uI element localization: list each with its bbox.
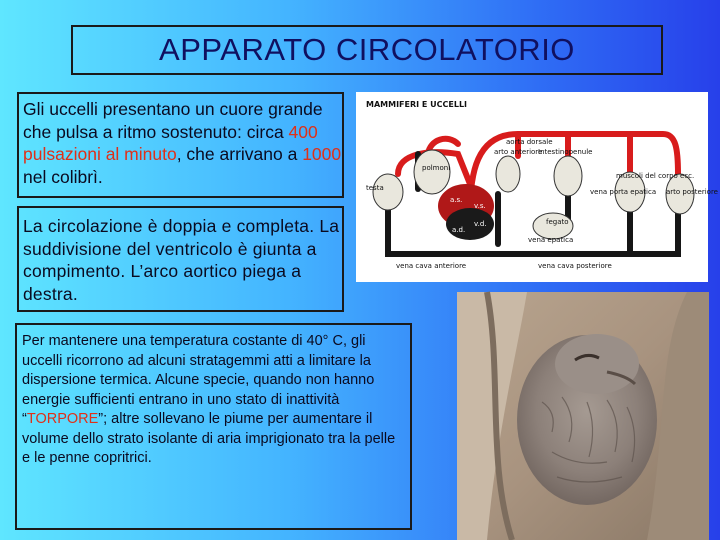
label-aorta: aorta dorsale (506, 138, 553, 146)
torpore-highlight: TORPORE (26, 411, 99, 427)
label-ad: a.d. (452, 226, 466, 234)
label-arto-ant: arto anteriore (494, 148, 543, 156)
label-vena-porta: vena porta epatica (590, 188, 657, 196)
diagram-title: MAMMIFERI E UCCELLI (366, 100, 468, 109)
frogmouth-photo (457, 292, 709, 540)
thermoregulation-textbox (15, 323, 412, 530)
label-vena-cava-post: vena cava posteriore (538, 262, 612, 270)
circulation-diagram (356, 92, 718, 282)
label-polmoni: polmoni (422, 164, 451, 172)
label-intestino: Intestinopenule (538, 148, 593, 156)
thermoregulation-text-2: ”; altre sollevano le piume per aumentare il volume dello strato isolante di aria imprigionato tra la pelle e le penne copritrici. (22, 411, 396, 466)
frogmouth-photo-svg (457, 292, 709, 540)
heart-rate-highlight-1000: 1000 (302, 144, 342, 164)
heart-rate-text-1: Gli uccelli presentano un cuore grande che pulsa a ritmo sostenuto: circa (23, 99, 323, 142)
fore-limb-shape (496, 156, 520, 192)
circulation-textbox (17, 206, 344, 312)
label-vena-cava-ant: vena cava anteriore (396, 262, 467, 270)
label-arto-post: arto posteriore (666, 188, 718, 196)
heart-rate-highlight-400: 400 pulsazioni al minuto (23, 121, 318, 164)
label-vs: v.s. (474, 202, 486, 210)
heart (438, 184, 494, 240)
heart-right (446, 208, 494, 240)
circulation-diagram-svg (358, 94, 718, 280)
thermoregulation-text-1: Per mantenere una temperatura costante di 40° C, gli uccelli ricorrono ad alcuni stratagemmi atti a limitare la dispersione termica. Alcune specie, quando non hanno energie sufficienti entrano in uno stato di inattività “ (22, 333, 375, 427)
label-testa: testa (366, 184, 384, 192)
heart-rate-textbox (17, 92, 344, 198)
heart-rate-text-3: nel colibrì. (23, 166, 103, 187)
lungs-shape (414, 150, 450, 194)
head-shape (373, 174, 403, 210)
label-fegato: fegato (546, 218, 569, 226)
label-muscoli: muscoli del corpo ecc. (616, 172, 695, 180)
bird-head (555, 334, 639, 394)
intestine-shape (554, 156, 582, 196)
slide-title: APPARATO CIRCOLATORIO (159, 32, 575, 67)
label-vena-epatica: vena epatica (528, 236, 574, 244)
circulation-text: La circolazione è doppia e completa. La suddivisione del ventricolo è giunta a compimento. L’arco aortico piega a destra. (23, 216, 340, 304)
heart-rate-text-2: , che arrivano a (176, 144, 303, 164)
label-vd: v.d. (474, 220, 487, 228)
label-as: a.s. (450, 196, 463, 204)
title-box (71, 25, 663, 75)
